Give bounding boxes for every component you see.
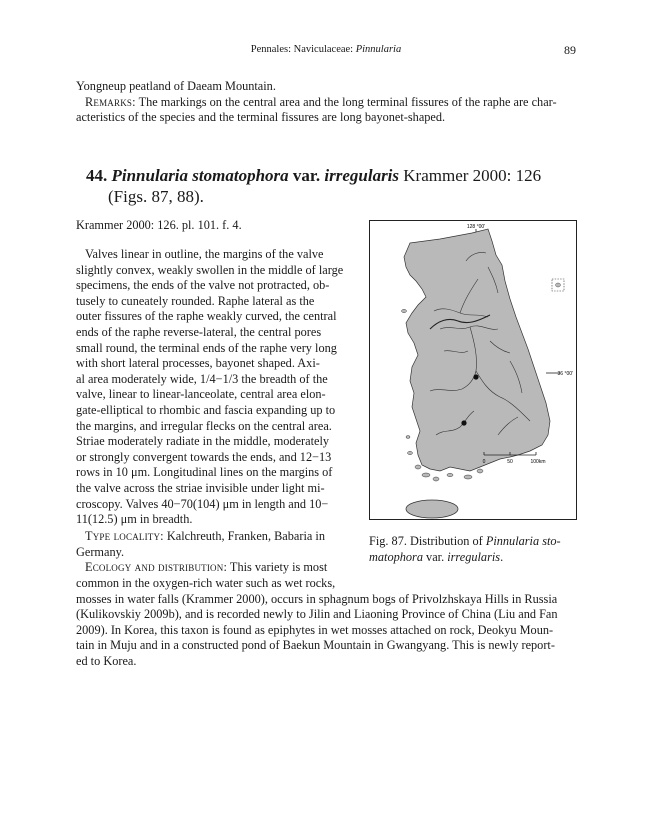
running-title-prefix: Pennales: Naviculaceae: (250, 44, 356, 55)
locality-dot-deokyu (473, 374, 478, 379)
latitude-label: 36 °00' (557, 371, 573, 377)
caption-var: var. (422, 549, 448, 564)
description-line: tusely to cuneately rounded. Raphe lateral as the (76, 293, 315, 308)
running-title (76, 44, 576, 55)
remarks-line-2: acteristics of the species and the terminal fissures are long bayonet-shaped. (76, 110, 446, 125)
description-line: specimens, the ends of the valve not protracted, ob- (76, 278, 330, 293)
ecology-label: Ecology and distribution: (85, 560, 228, 575)
korea-map-svg (370, 221, 576, 519)
caption-genus-2: matophora (369, 549, 423, 564)
figure-caption (369, 534, 579, 565)
jeju-island (406, 500, 458, 518)
entry-title (86, 165, 541, 207)
description-line: the margins, and irregular flecks on the central area. (76, 418, 332, 433)
scale-label-100: 100km (530, 459, 546, 465)
caption-genus: Pinnularia sto- (485, 534, 561, 548)
type-locality-line-2: Germany. (76, 544, 125, 559)
description-line: Valves linear in outline, the margins of the valve (85, 247, 324, 261)
entry-authority: Krammer 2000: 126 (399, 166, 542, 185)
longitude-label: 128 °00' (466, 224, 486, 230)
type-locality-label: Type locality: (85, 529, 164, 543)
ecology-line: common in the oxygen-rich water such as wet rocks, (76, 576, 336, 590)
description-line: outer fissures of the raphe weakly curved, the central (76, 309, 337, 324)
description-line: Striae moderately radiate in the middle, moderately (76, 434, 330, 449)
description-line: ends of the raphe reverse-lateral, the central pores (76, 324, 322, 339)
page-number: 89 (564, 43, 576, 57)
locality-dot-baekun (461, 420, 466, 425)
description-line: the valve across the striae invisible under light mi- (76, 480, 325, 495)
continued-paragraph (76, 79, 577, 126)
remarks-text-1: The markings on the central area and the long terminal fissures of the raphe are char- (135, 94, 557, 109)
ulleung-island (556, 283, 561, 287)
entry-number: 44. (86, 166, 108, 185)
entry-var-label: var. (288, 166, 325, 185)
description-line: slightly convex, weakly swollen in the middle of large (76, 262, 344, 277)
description-line: valve, linear to linear-lanceolate, central area elon- (76, 387, 326, 402)
description-line: croscopy. Valves 40−70(104) μm in length and 10− (76, 496, 329, 511)
description-line: small round, the terminal ends of the raphe very long (76, 340, 337, 355)
ecology-text-1: This variety is most (227, 560, 328, 575)
ecology-line: (Kulikovskiy 2009b), and is recorded newly to Jilin and Liaoning Province of China (Liu and Fan (76, 607, 558, 622)
entry-species: Pinnularia stomatophora (111, 166, 289, 185)
description-line: or strongly convergent towards the ends, and 12−13 (76, 449, 332, 464)
description (76, 247, 350, 528)
continued-line: Yongneup peatland of Daeam Mountain. (76, 79, 276, 93)
description-line: rows in 10 μm. Longitudinal lines on the margins of (76, 465, 333, 480)
caption-variety: irregularis (447, 549, 501, 564)
ecology-paragraph (76, 576, 577, 670)
ecology-line: ed to Korea. (76, 653, 137, 668)
description-line: with short lateral processes, bayonet shaped. Axi- (76, 356, 320, 371)
entry-title-line-1 (86, 165, 541, 186)
type-locality-line-1 (76, 529, 350, 545)
caption-prefix: Fig. 87. Distribution of (369, 534, 486, 548)
remarks-label: Remarks: (85, 94, 136, 109)
citation: Krammer 2000: 126. pl. 101. f. 4. (76, 218, 242, 232)
entry-figs: (Figs. 87, 88). (108, 187, 204, 206)
distribution-map (369, 220, 577, 520)
type-locality (76, 529, 350, 576)
ecology-line: tain in Muju and in a constructed pond of Baekun Mountain in Gwangyang. This is newly report- (76, 638, 555, 653)
ecology-line-1 (76, 560, 350, 576)
scale-label-50: 50 (507, 459, 513, 465)
korea-landmass (404, 229, 550, 471)
description-line: al area moderately wide, 1/4−1/3 the breadth of the (76, 371, 328, 386)
running-title-genus: Pinnularia (355, 44, 402, 55)
description-line: gate-elliptical to rhombic and fascia expanding up to (76, 402, 336, 417)
type-locality-text: Kalchreuth, Franken, Babaria in (163, 529, 325, 543)
ecology-line: mosses in water falls (Krammer 2000), occurs in sphagnum bogs of Privolzhskaya Hills in Russia (76, 591, 558, 606)
entry-variety: irregularis (324, 166, 400, 185)
remarks-line-1 (76, 95, 577, 111)
ecology-line: 2009). In Korea, this taxon is found as epiphytes in wet mosses attached on rock, Deokyu Moun- (76, 622, 554, 637)
scale-label-0: 0 (482, 459, 486, 465)
description-line: 11(12.5) μm in breadth. (76, 512, 193, 527)
caption-end: . (500, 549, 504, 564)
